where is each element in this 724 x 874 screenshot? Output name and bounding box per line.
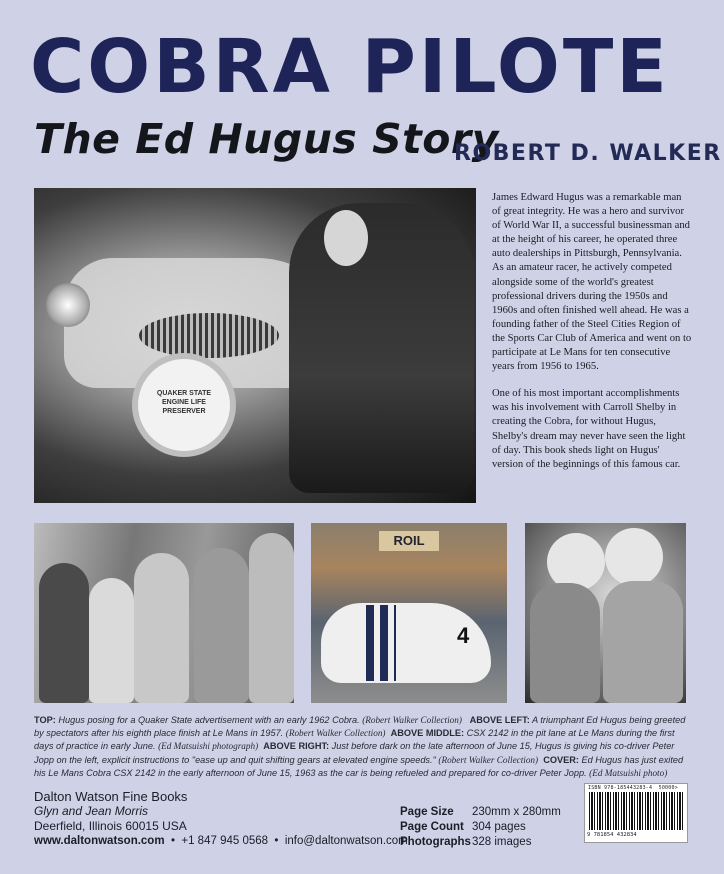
spec-value: 304 pages [472, 821, 526, 833]
publisher-address: Deerfield, Illinois 60015 USA [34, 819, 187, 833]
book-specs [400, 805, 580, 850]
publisher-website: www.daltonwatson.com [34, 835, 165, 847]
quaker-state-badge [132, 353, 236, 457]
car-grille-shape [139, 313, 279, 358]
caption-text: CSX 2142 in the pit lane at Le Mans during the first days of practice in early June. [34, 728, 675, 752]
person-figure [530, 583, 600, 703]
publisher-email: info@daltonwatson.com [284, 835, 408, 847]
car-number: 4 [457, 623, 470, 648]
spec-row [400, 820, 580, 835]
spec-label: Page Size [400, 806, 454, 818]
book-subtitle: The Ed Hugus Story [34, 115, 499, 163]
spec-value: 230mm x 280mm [472, 806, 561, 818]
barcode-bars [589, 792, 683, 830]
person-figure [134, 553, 189, 703]
caption-text: Hugus posing for a Quaker State advertisement with an early 1962 Cobra. [55, 715, 363, 725]
person-figure [39, 563, 89, 703]
description-paragraph: One of his most important accomplishments was his involvement with Carroll Shelby in creating the Cobra, for without Hugus, Shelby's dream may never have seen the light of day. This book sheds light on Hugus' version of the beginnings of this famous car. [492, 388, 686, 470]
isbn-label: ISBN 978-185443283-4 50000> [588, 785, 678, 791]
person-figure [89, 578, 134, 703]
caption-credit: (Robert Walker Collection) [438, 754, 539, 765]
publisher-name: Dalton Watson Fine Books [34, 789, 188, 804]
caption-credit: (Ed Matsuishi photo) [589, 767, 668, 778]
spec-label: Page Count [400, 821, 464, 833]
separator: • [274, 835, 279, 847]
book-title: COBRA PILOTE [30, 24, 670, 110]
spec-label: Photographs [400, 836, 471, 848]
isbn-barcode [584, 783, 688, 843]
headlamp-left-shape [46, 283, 90, 327]
roil-sign: ROIL [379, 531, 439, 551]
price-code: 50000> [658, 785, 678, 791]
caption-label: ABOVE MIDDLE: [390, 728, 465, 739]
person-figure [194, 548, 249, 703]
racing-stripes-shape [366, 605, 396, 681]
spec-row [400, 805, 580, 820]
barcode-number: 9 781854 432834 [587, 832, 637, 838]
spec-row [400, 835, 580, 850]
photo-above-middle-pit-lane [311, 523, 507, 703]
caption-label: ABOVE LEFT: [469, 715, 530, 725]
man-face-shape [324, 210, 368, 266]
badge-text: QUAKER STATE ENGINE LIFE PRESERVER [156, 390, 212, 415]
helmet-right-shape [605, 528, 663, 586]
author-name: ROBERT D. WALKER [454, 141, 722, 166]
caption-text: Ed Hugus has just exited his Le Mans Cobra CSX 2142 in the early afternoon of June 15, 1963 as the car is being refueled and prepared for co-driver Peter Jopp. [34, 754, 684, 778]
description-paragraph: James Edward Hugus was a remarkable man of great integrity. He was a hero and survivor of World War II, a successful businessman and at the height of his career, he operated three auto dealerships in Pittsburgh, Pennsylvania. As an amateur racer, he actively competed alongside some of the world's greatest professional drivers during the 1950s and 1960s and often finished well ahead. He was a founding father of the Steel Cities Region of the Sports Car Club of America and went on to participate at Le Mans for ten consecutive years from 1956 to 1965. [492, 192, 692, 373]
caption-credit: (Robert Walker Collection) [285, 728, 386, 739]
caption-text: A triumphant Ed Hugus being greeted by spectators after his eighth place finish at Le Mans in 1957. [34, 715, 686, 739]
photo-above-left-spectators [34, 523, 294, 703]
caption-text: Just before dark on the late afternoon of June 15, Hugus is giving his co-driver Peter Jopp on the left, explicit instructions to "ease up and quit shifting gears at elevated engine speeds." [34, 741, 675, 765]
caption-label: ABOVE RIGHT: [263, 741, 330, 752]
publisher-people: Glyn and Jean Morris [34, 804, 149, 818]
publisher-info [34, 789, 414, 849]
photo-top-quaker-state [34, 188, 476, 503]
person-figure [249, 533, 294, 703]
spec-value: 328 images [472, 836, 532, 848]
publisher-phone: +1 847 945 0568 [181, 835, 269, 847]
publisher-contact-line [34, 834, 414, 849]
caption-label: TOP: [34, 715, 56, 725]
photo-above-right-drivers [525, 523, 686, 703]
person-figure [603, 581, 683, 703]
caption-label: COVER: [543, 754, 579, 765]
caption-credit: (Ed Matsuishi photograph) [158, 741, 259, 752]
separator: • [170, 835, 175, 847]
man-figure [289, 203, 474, 493]
photo-captions [34, 714, 690, 780]
caption-credit: (Robert Walker Collection) [362, 715, 462, 725]
book-description [492, 191, 692, 485]
